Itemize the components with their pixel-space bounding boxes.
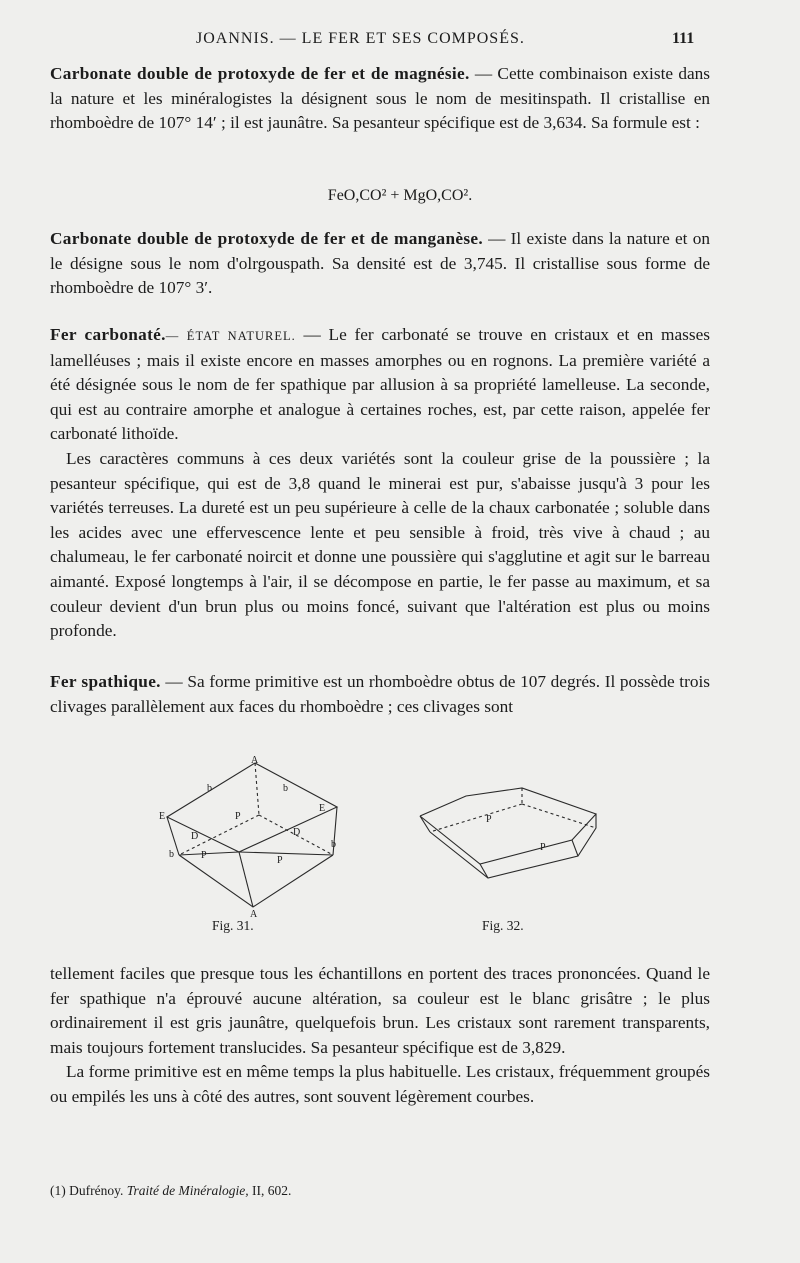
label-E-right: E — [319, 803, 326, 814]
section-heading: Carbonate double de protoxyde de fer et de manganèse. — [50, 229, 483, 248]
paragraph: tellement faciles que presque tous les échantillons en portent des traces prononcées. Quand le fer spathique n'a éprouvé aucune altération, sa couleur est le blanc grisâtre ; le plus ordinairement il est gris jaunâtre, quelquefois brun. Les cristaux sont rarement transparents, mais toujours fortement translucides. Sa pesanteur spécifique est de 3,829. — [50, 964, 710, 1057]
label-P-top: P — [235, 811, 241, 822]
label-P-front: P — [201, 850, 207, 861]
footnote-ref: II, 602. — [248, 1183, 292, 1198]
footnote-title: Traité de Minéralogie, — [126, 1183, 249, 1198]
section-body: — Sa forme primitive est un rhomboèdre obtus de 107 degrés. Il possède trois clivages parallèlement aux faces du rhomboèdre ; ces clivages sont — [50, 672, 710, 716]
section-heading: Carbonate double de protoxyde de fer et de magnésie. — [50, 64, 470, 83]
label-b-1: b — [207, 783, 212, 794]
fig-32-caption: Fig. 32. — [482, 918, 524, 933]
label-b-4: b — [331, 839, 336, 850]
label-A-bottom: A — [250, 909, 258, 920]
section-manganese — [50, 227, 710, 301]
section-subheading: — ÉTAT NATUREL. — [165, 329, 296, 343]
section-heading: Fer carbonaté. — [50, 325, 166, 344]
figures — [150, 755, 730, 940]
label-P-right: P — [277, 855, 283, 866]
section-heading: Fer spathique. — [50, 672, 161, 691]
section-body: — Le fer carbonaté se trouve en cristaux et en masses lamelléuses ; mais il existe encore en masses amorphes ou en rognons. La première variété a été désignée sous le nom de fer spathique par allusion à sa propriété lamelleuse. La seconde, qui est au contraire amorphe et analogue à certaines roches, est, par cette raison, appelée fer carbonaté lithoïde. — [50, 325, 711, 444]
fig-32-crystal — [410, 780, 610, 910]
chemical-formula: FeO,CO² + MgO,CO². — [327, 187, 473, 204]
footnote-prefix: (1) Dufrénoy. — [50, 1183, 124, 1198]
label-b-2: b — [283, 783, 288, 794]
running-head: JOANNIS. — LE FER ET SES COMPOSÉS. — [196, 30, 525, 47]
label-A-top: A — [251, 755, 259, 766]
section-fer-spathique — [50, 670, 710, 719]
label-P-top: P — [486, 814, 492, 825]
paragraph: La forme primitive est en même temps la plus habituelle. Les cristaux, fréquemment groupés ou empilés les uns à côté des autres, sont souvent légèrement courbes. — [50, 1062, 710, 1106]
section-fer-spathique-continued — [50, 962, 710, 1110]
section-magnesie — [50, 62, 710, 136]
section-body: — Il existe dans la nature et on le désigne sous le nom d'olrgouspath. Sa densité est de 3,745. Il cristallise sous forme de rhomboèdre de 107° 3′. — [50, 229, 710, 298]
page-header — [0, 30, 800, 58]
label-D-right: D — [293, 827, 301, 838]
footnote — [50, 1183, 291, 1199]
label-D-left: D — [191, 831, 199, 842]
label-P-front: P — [540, 842, 546, 853]
paragraph: Les caractères communs à ces deux variétés sont la couleur grise de la poussière ; la pesanteur spécifique, qui est de 3,8 quand le minerai est pur, s'abaisse jusqu'à 3 pour les variétés terreuses. La dureté est un peu supérieure à celle de la chaux carbonatée ; soluble dans les acides avec une effervescence lente et peu sensible à froid, très vive à chaud ; au chalumeau, le fer carbonaté noircit et donne une poussière qui s'agglutine et agit sur le barreau aimanté. Exposé longtemps à l'air, il se décompose en partie, le fer passe au maximum, et sa couleur devient d'un brun plus ou moins foncé, suivant que l'altération est plus ou moins profonde. — [50, 448, 710, 641]
page-number: 111 — [672, 30, 695, 47]
fig-31-rhombohedron — [155, 755, 355, 920]
fig-31-caption: Fig. 31. — [212, 918, 254, 933]
label-b-3: b — [169, 849, 174, 860]
section-body: — Cette combinaison existe dans la nature et les minéralogistes la désignent sous le nom de mesitinspath. Il cristallise en rhomboèdre de 107° 14′ ; il est jaunâtre. Sa pesanteur spécifique est de 3,634. Sa formule est : — [50, 64, 711, 133]
section-fer-carbonate — [50, 323, 710, 644]
label-E-left: E — [159, 811, 166, 822]
